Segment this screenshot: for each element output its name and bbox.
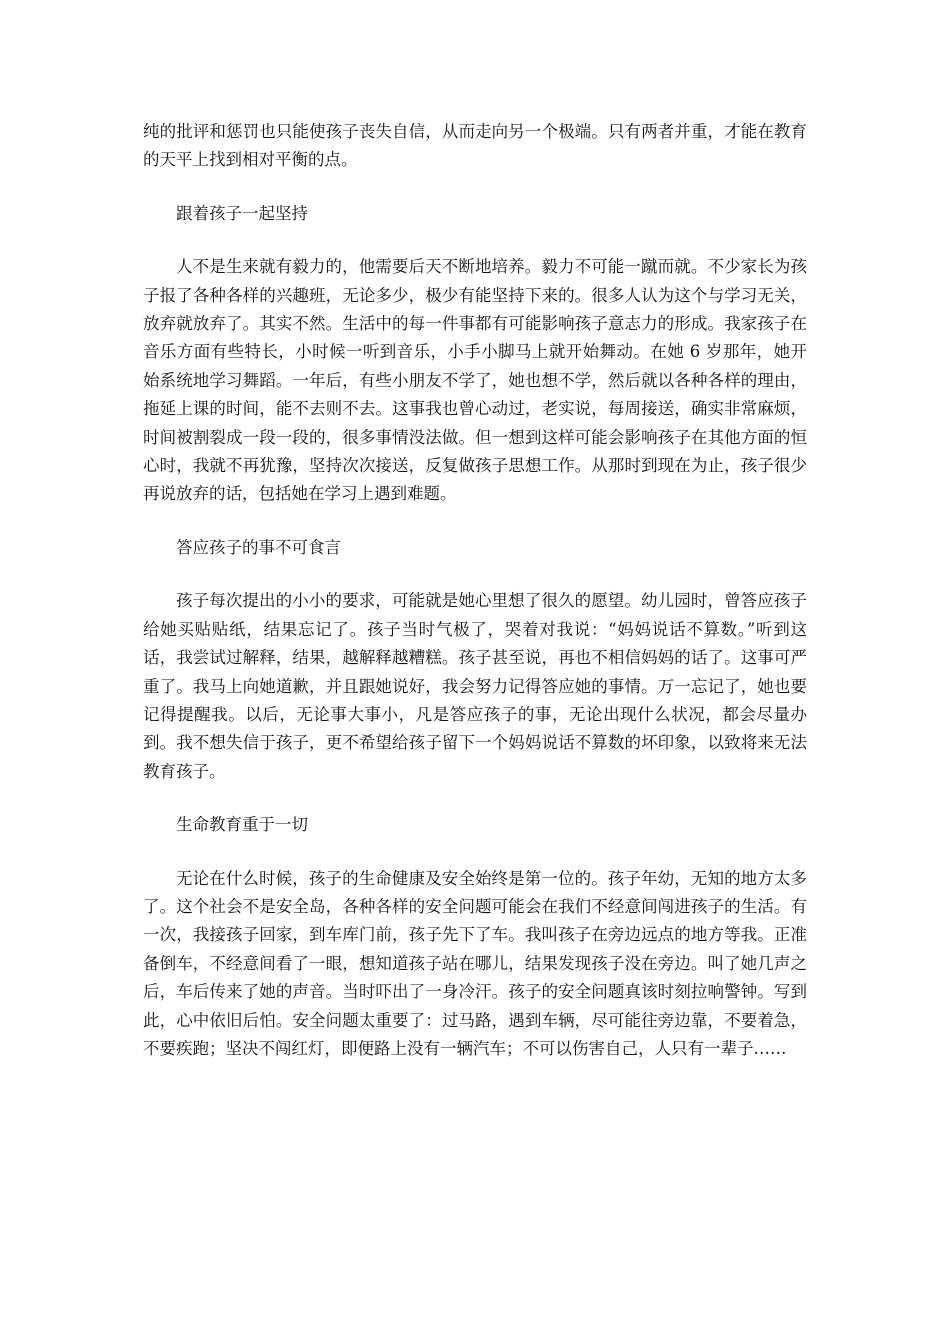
section-heading-persistence: 跟着孩子一起坚持 <box>176 203 308 223</box>
section-heading-promises: 答应孩子的事不可食言 <box>176 537 341 557</box>
section-body-persistence: 人不是生来就有毅力的，他需要后天不断地培养。毅力不可能一蹴而就。不少家长为孩子报了各种各样的兴趣班，无论多少，极少有能坚持下来的。很多人认为这个与学习无关，放弃就放弃了。其实不然。生活中的每一件事都有可能影响孩子意志力的形成。我家孩子在音乐方面有些特长，小时候一听到音乐，小手小脚马上就开始舞动。在她 6 岁那年，她开始系统地学习舞蹈。一年后，有些小朋友不学了，她也想不学，然后就以各种各样的理由，拖延上课的时间，能不去则不去。这事我也曾心动过，老实说，每周接送，确实非常麻烦，时间被割裂成一段一段的，很多事情没法做。但一想到这样可能会影响孩子在其他方面的恒心时，我就不再犹豫，坚持次次接送，反复做孩子思想工作。从那时到现在为止，孩子很少再说放弃的话，包括她在学习上遇到难题。 <box>143 257 807 504</box>
section-body-promises: 孩子每次提出的小小的要求，可能就是她心里想了很久的愿望。幼儿园时，曾答应孩子给她买贴贴纸，结果忘记了。孩子当时气极了，哭着对我说：“妈妈说话不算数。”听到这话，我尝试过解释，结果，越解释越糟糕。孩子甚至说，再也不相信妈妈的话了。这事可严重了。我马上向她道歉，并且跟她说好，我会努力记得答应她的事情。万一忘记了，她也要记得提醒我。以后，无论事大事小，凡是答应孩子的事，无论出现什么状况，都会尽量办到。我不想失信于孩子，更不希望给孩子留下一个妈妈说话不算数的坏印象，以致将来无法教育孩子。 <box>143 591 807 781</box>
section-body-life-education: 无论在什么时候，孩子的生命健康及安全始终是第一位的。孩子年幼，无知的地方太多了。这个社会不是安全岛，各种各样的安全问题可能会在我们不经意间闯进孩子的生活。有一次，我接孩子回家，到车库门前，孩子先下了车。我叫孩子在旁边远点的地方等我。正准备倒车，不经意间看了一眼，想知道孩子站在哪儿，结果发现孩子没在旁边。叫了她几声之后，车后传来了她的声音。当时吓出了一身冷汗。孩子的安全问题真该时刻拉响警钟。写到此，心中依旧后怕。安全问题太重要了：过马路，遇到车辆，尽可能往旁边靠，不要着急，不要疾跑；坚决不闯红灯，即便路上没有一辆汽车；不可以伤害自己，人只有一辈子…… <box>143 868 807 1058</box>
document-body <box>143 118 807 1088</box>
section-heading-life-education: 生命教育重于一切 <box>176 815 308 835</box>
intro-paragraph: 纯的批评和惩罚也只能使孩子丧失自信，从而走向另一个极端。只有两者并重，才能在教育的天平上找到相对平衡的点。 <box>143 122 807 170</box>
